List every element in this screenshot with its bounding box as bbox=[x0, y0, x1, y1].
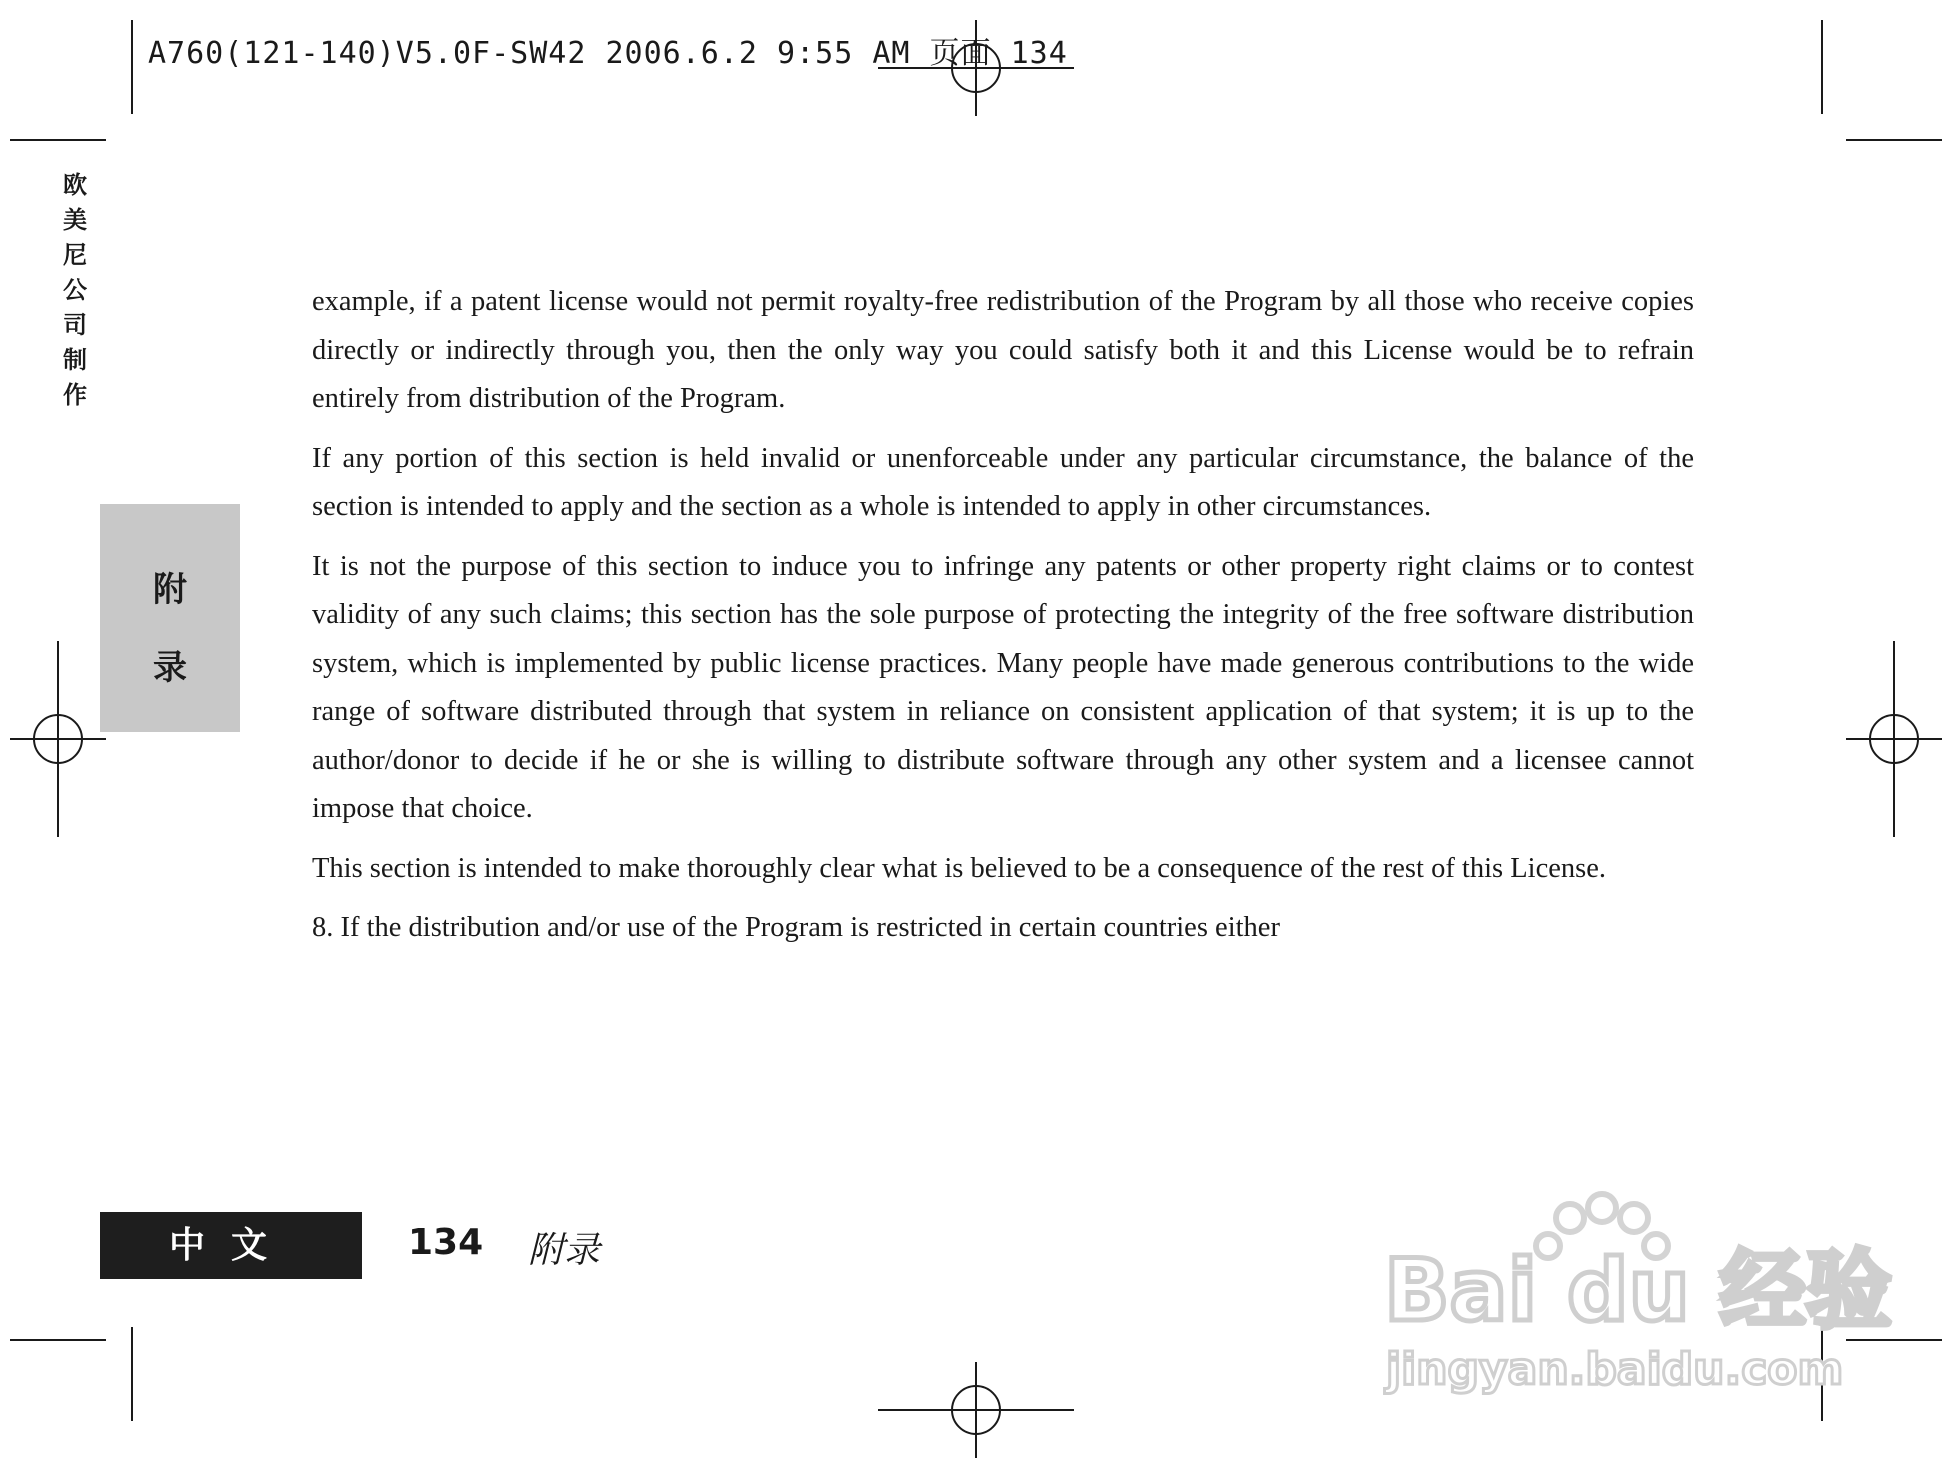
paragraph: If any portion of this section is held invalid or unenforceable under any particular circumstance, the balance of the section is intended to apply and the section as a whole is intended to apply in other circumstances. bbox=[312, 442, 1694, 522]
baidu-watermark-logo bbox=[1380, 1190, 1892, 1400]
crop-mark bbox=[10, 1339, 106, 1341]
print-info-header: A760(121-140)V5.0F-SW42 2006.6.2 9:55 AM 页面 134 bbox=[148, 36, 1068, 71]
page-number: 134 bbox=[408, 1222, 484, 1263]
crop-mark bbox=[131, 1327, 133, 1421]
publisher-char: 作 bbox=[63, 381, 87, 409]
footer-section-name: 附录 bbox=[528, 1230, 601, 1271]
paragraph: example, if a patent license would not permit royalty-free redistribution of the Program by all those who receive copies directly or indirectly through you, then the only way you could satisfy both it and this License would be to refrain entirely from distribution of the Program. bbox=[312, 286, 1694, 414]
publisher-char: 公 bbox=[63, 276, 87, 304]
publisher-char: 制 bbox=[63, 346, 87, 374]
crop-mark bbox=[131, 20, 133, 114]
crop-mark bbox=[1821, 20, 1823, 114]
watermark-url: jingyan.baidu.com bbox=[1386, 1344, 1844, 1395]
paragraph: This section is intended to make thoroughly clear what is believed to be a consequence of the rest of this License. bbox=[312, 852, 1606, 884]
crop-mark bbox=[1846, 139, 1942, 141]
registration-mark-right bbox=[1846, 641, 1942, 837]
registration-mark-left bbox=[10, 641, 106, 837]
appendix-tab bbox=[100, 504, 240, 732]
publisher-char: 欧 bbox=[63, 171, 87, 199]
publisher-char: 尼 bbox=[63, 241, 87, 269]
paragraph: 8. If the distribution and/or use of the Program is restricted in certain countries either bbox=[312, 912, 1280, 943]
appendix-tab-char: 录 bbox=[153, 648, 187, 688]
language-label: 中文 bbox=[100, 1212, 362, 1279]
crop-mark bbox=[10, 139, 106, 141]
publisher-char: 司 bbox=[63, 311, 87, 339]
paragraph: It is not the purpose of this section to induce you to infringe any patents or other property right claims or to contest validity of any such claims; this section has the sole purpose of protecting the integrity of the free software distribution system, which is implemented by public license practices. Many people have made generous contributions to the wide range of software distributed through that system in reliance on consistent application of that system; it is up to the author/donor to decide if he or she is willing to distribute software through any other system and a licensee cannot impose that choice. bbox=[312, 550, 1694, 824]
registration-mark-bottom bbox=[878, 1362, 1074, 1458]
watermark-brand: Bai du 经验 bbox=[1384, 1241, 1892, 1341]
publisher-char: 美 bbox=[63, 206, 87, 234]
appendix-tab-char: 附 bbox=[153, 570, 187, 610]
license-body-text bbox=[312, 278, 1694, 964]
publisher-vertical-text bbox=[60, 168, 90, 413]
